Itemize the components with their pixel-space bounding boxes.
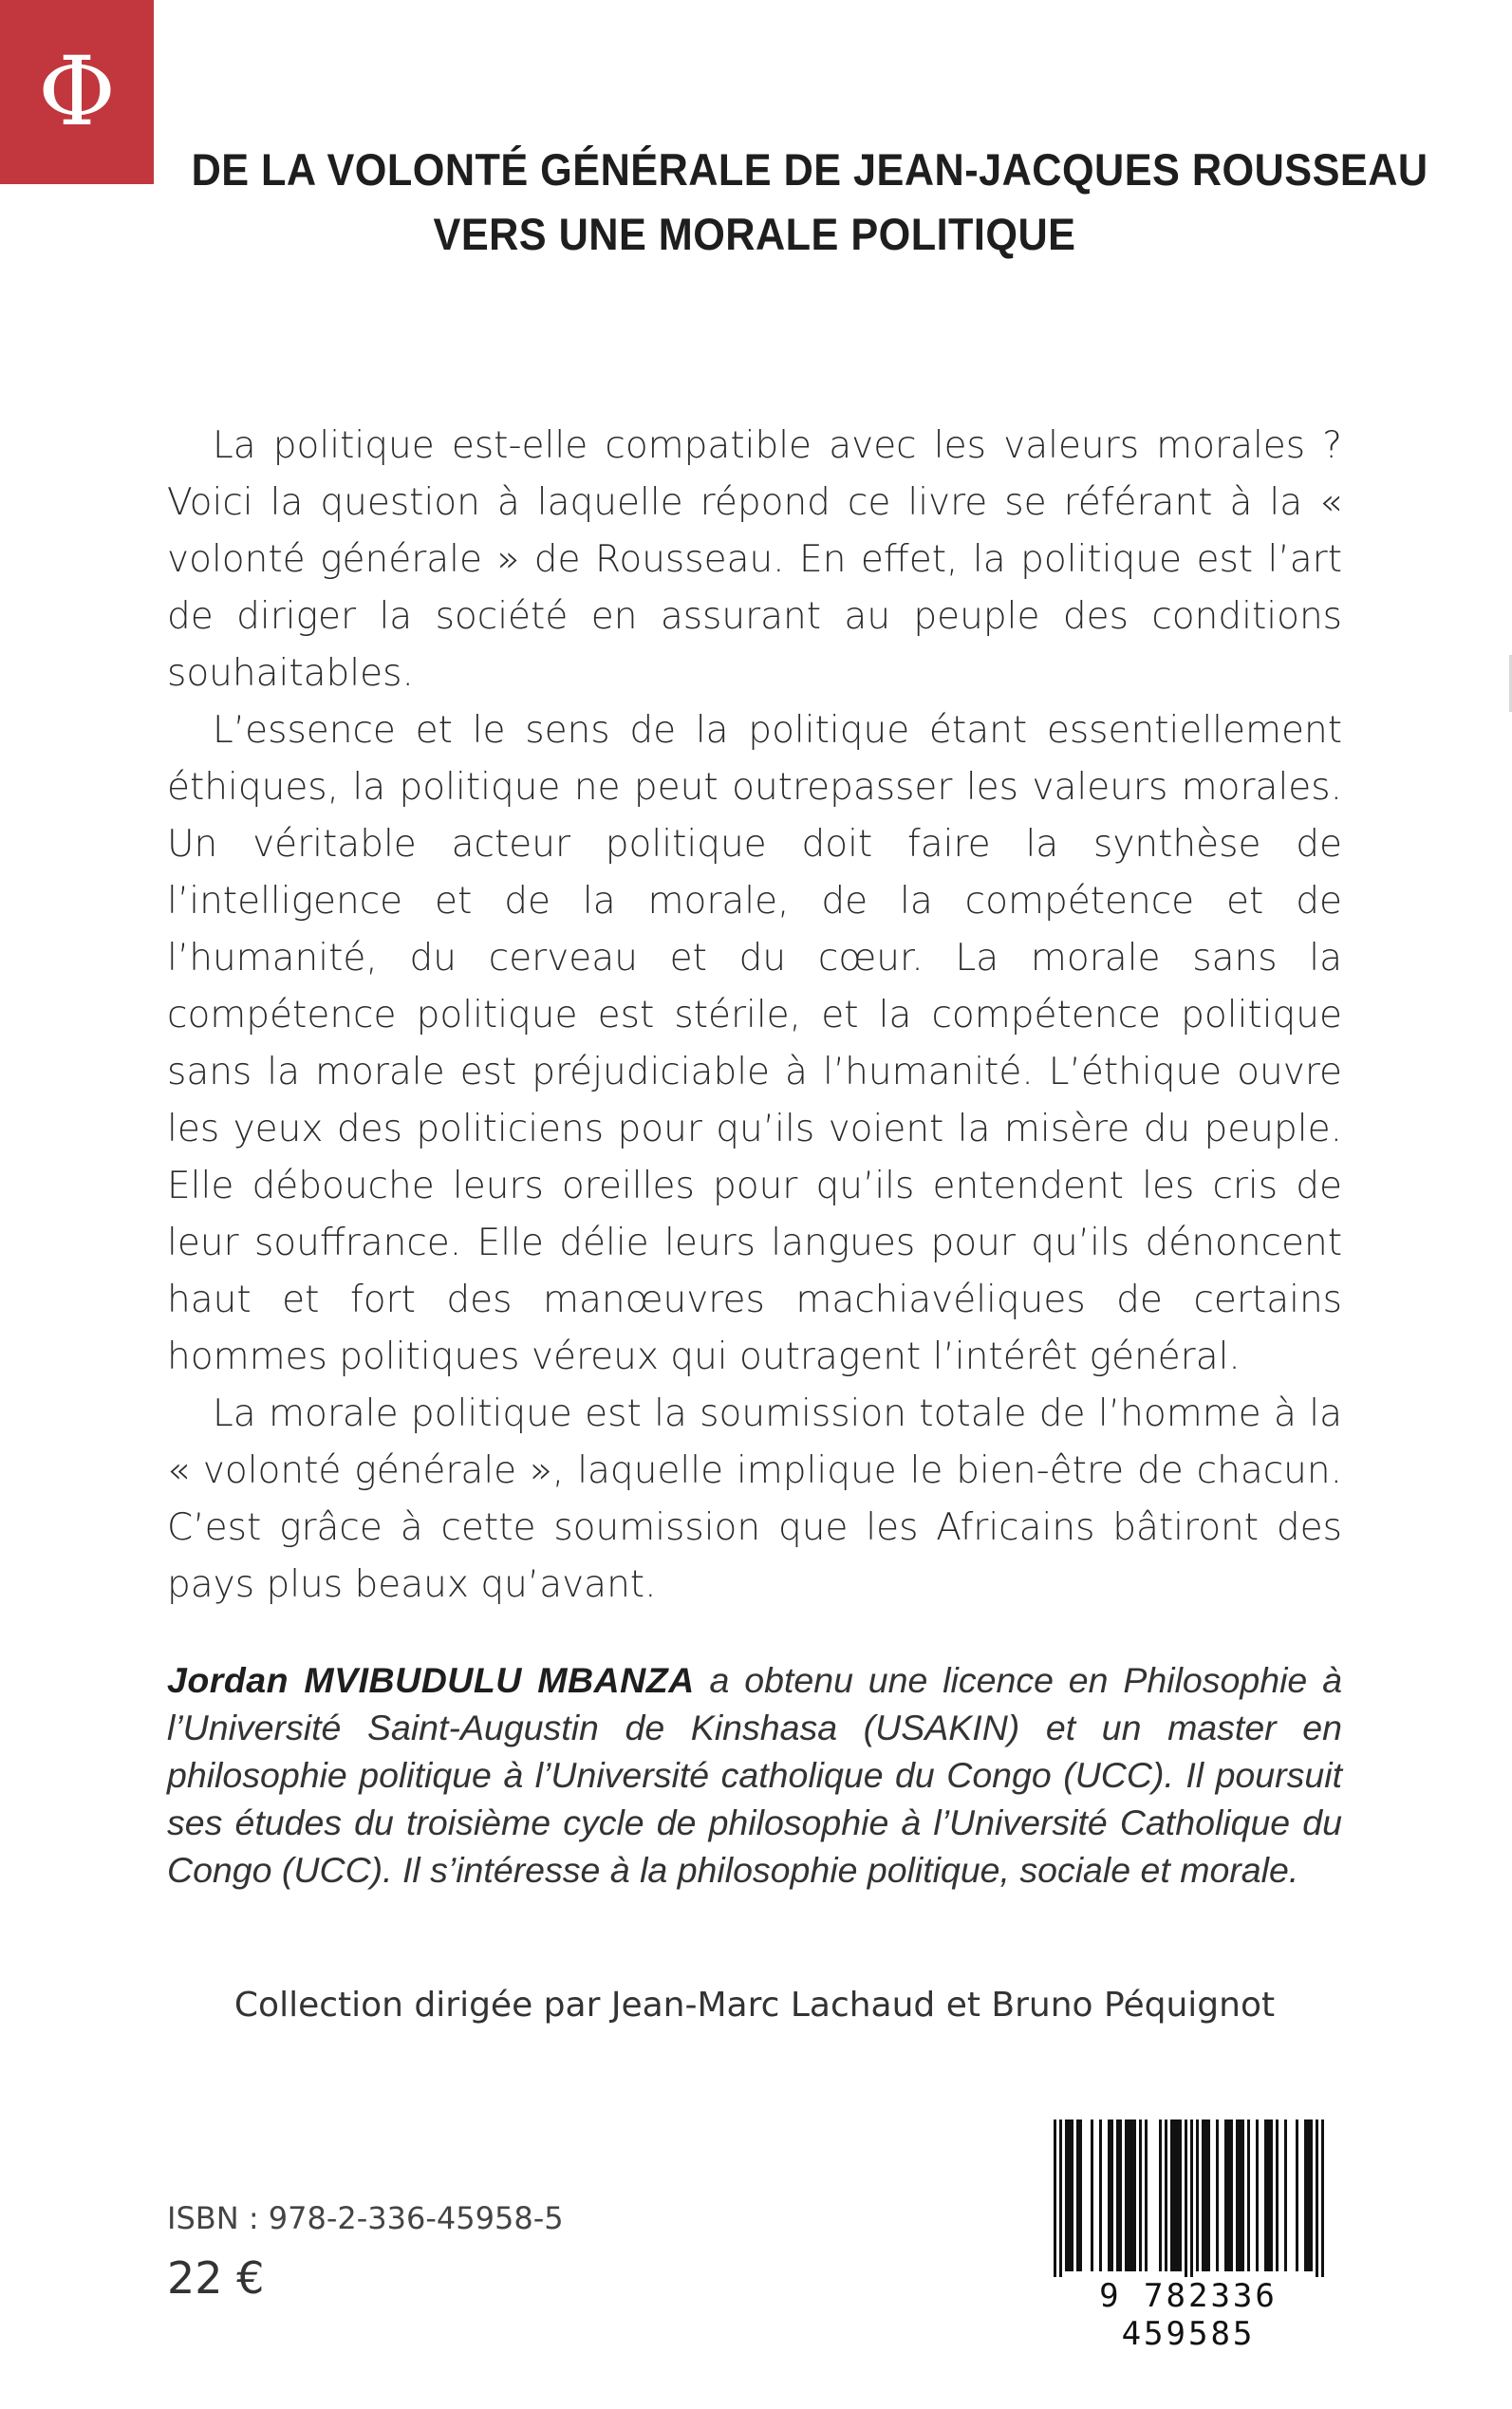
barcode-bar	[1202, 2120, 1204, 2271]
phi-logo-icon: Φ	[38, 36, 116, 147]
title-line-1: DE LA VOLONTÉ GÉNÉRALE DE JEAN-JACQUES ROUSSEAU	[191, 144, 1428, 195]
collection-credit: Collection dirigée par Jean-Marc Lachaud et Bruno Péquignot	[233, 1986, 1276, 2025]
price-label: 22 €	[167, 2252, 265, 2304]
author-bio	[167, 1656, 1342, 1894]
summary-paragraph-3: La morale politique est la soumission totale de l’homme à la « volonté générale », laquelle implique le bien-être de chacun. C’est grâce à cette soumission que les Africains bâtiront des pays plus beaux qu’avant.	[167, 1392, 1342, 1606]
barcode-bar	[1256, 2120, 1259, 2271]
barcode-bar	[1108, 2120, 1111, 2271]
barcode-bar	[1196, 2120, 1199, 2271]
barcode-bar	[1224, 2120, 1227, 2271]
isbn-label: ISBN : 978-2-336-45958-5	[167, 2200, 564, 2236]
barcode-bar	[1128, 2120, 1130, 2271]
barcode-bar	[1139, 2120, 1142, 2271]
barcode-bar	[1071, 2120, 1073, 2271]
barcode-bar	[1116, 2120, 1119, 2271]
title-line-2: VERS UNE MORALE POLITIQUE	[433, 209, 1076, 259]
barcode-bar	[1307, 2120, 1310, 2271]
barcode-bar	[1179, 2120, 1182, 2271]
book-summary	[167, 418, 1342, 1614]
barcode-bar	[1091, 2120, 1093, 2271]
barcode-bar	[1284, 2120, 1287, 2271]
barcode-bar	[1316, 2120, 1318, 2281]
barcode-bar	[1125, 2120, 1128, 2271]
barcode-bar	[1204, 2120, 1207, 2271]
barcode-bars	[1027, 2120, 1350, 2281]
barcode-bar	[1239, 2120, 1241, 2271]
barcode	[1027, 2120, 1350, 2353]
barcode-bar	[1099, 2120, 1102, 2271]
publisher-logo	[0, 0, 154, 184]
barcode-bar	[1321, 2120, 1324, 2281]
barcode-bar	[1054, 2120, 1056, 2281]
barcode-bar	[1241, 2120, 1244, 2271]
barcode-bar	[1159, 2120, 1162, 2271]
barcode-bar	[1165, 2120, 1167, 2271]
barcode-bar	[1079, 2120, 1082, 2271]
barcode-bar	[1236, 2120, 1239, 2271]
barcode-bar	[1068, 2120, 1071, 2271]
barcode-bar	[1145, 2120, 1148, 2271]
barcode-bar	[1173, 2120, 1176, 2271]
barcode-bar	[1247, 2120, 1250, 2271]
author-name: Jordan MVIBUDULU MBANZA	[167, 1660, 695, 1700]
barcode-bar	[1270, 2120, 1273, 2271]
barcode-bar	[1130, 2120, 1133, 2271]
barcode-bar	[1076, 2120, 1079, 2271]
barcode-bar	[1230, 2120, 1233, 2271]
barcode-bar	[1059, 2120, 1062, 2281]
barcode-bar	[1296, 2120, 1298, 2271]
barcode-bar	[1264, 2120, 1267, 2271]
barcode-bar	[1111, 2120, 1113, 2271]
book-title	[191, 138, 1428, 267]
barcode-bar	[1176, 2120, 1179, 2271]
barcode-bar	[1185, 2120, 1187, 2281]
summary-paragraph-1: La politique est-elle compatible avec les valeurs morales ? Voici la question à laquelle répond ce livre se référant à la « volonté générale » de Rousseau. En effet, la politique est l’art de diriger la société en assurant au peuple des conditions souhaitables.	[167, 424, 1342, 695]
barcode-bar	[1119, 2120, 1122, 2271]
barcode-digits: 9 782336 459585	[1027, 2277, 1350, 2353]
barcode-bar	[1207, 2120, 1210, 2271]
barcode-bar	[1310, 2120, 1313, 2271]
summary-paragraph-2: L’essence et le sens de la politique étant essentiellement éthiques, la politique ne peut outrepasser les valeurs morales. Un véritable acteur politique doit faire la synthèse de l’intelligence et de la morale, de la compétence et de l’humanité, du cerveau et du cœur. La morale sans la compétence politique est stérile, et la compétence politique sans la morale est préjudiciable à l’humanité. L’éthique ouvre les yeux des politiciens pour qu’ils voient la misère du peuple. Elle débouche leurs oreilles pour qu’ils entendent les cris de leur souffrance. Elle délie leurs langues pour qu’ils dénoncent haut et fort des manœuvres machiavéliques de certains hommes politiques véreux qui outragent l’intérêt général.	[167, 709, 1342, 1378]
barcode-bar	[1216, 2120, 1219, 2271]
barcode-bar	[1267, 2120, 1270, 2271]
author-bio-text: a obtenu une licence en Philosophie à l’Université Saint-Augustin de Kinshasa (USAKIN) et un master en philosophie politique à l’Université catholique du Congo (UCC). Il poursuit ses études du troisième cycle de philosophie à l’Université Catholique du Congo (UCC). Il s’intéresse à la philosophie politique, sociale et morale.	[167, 1660, 1342, 1890]
barcode-bar	[1133, 2120, 1136, 2271]
barcode-bar	[1276, 2120, 1279, 2271]
barcode-bar	[1065, 2120, 1068, 2271]
barcode-bar	[1170, 2120, 1173, 2271]
barcode-bar	[1190, 2120, 1193, 2281]
barcode-bar	[1227, 2120, 1230, 2271]
barcode-bar	[1304, 2120, 1307, 2271]
